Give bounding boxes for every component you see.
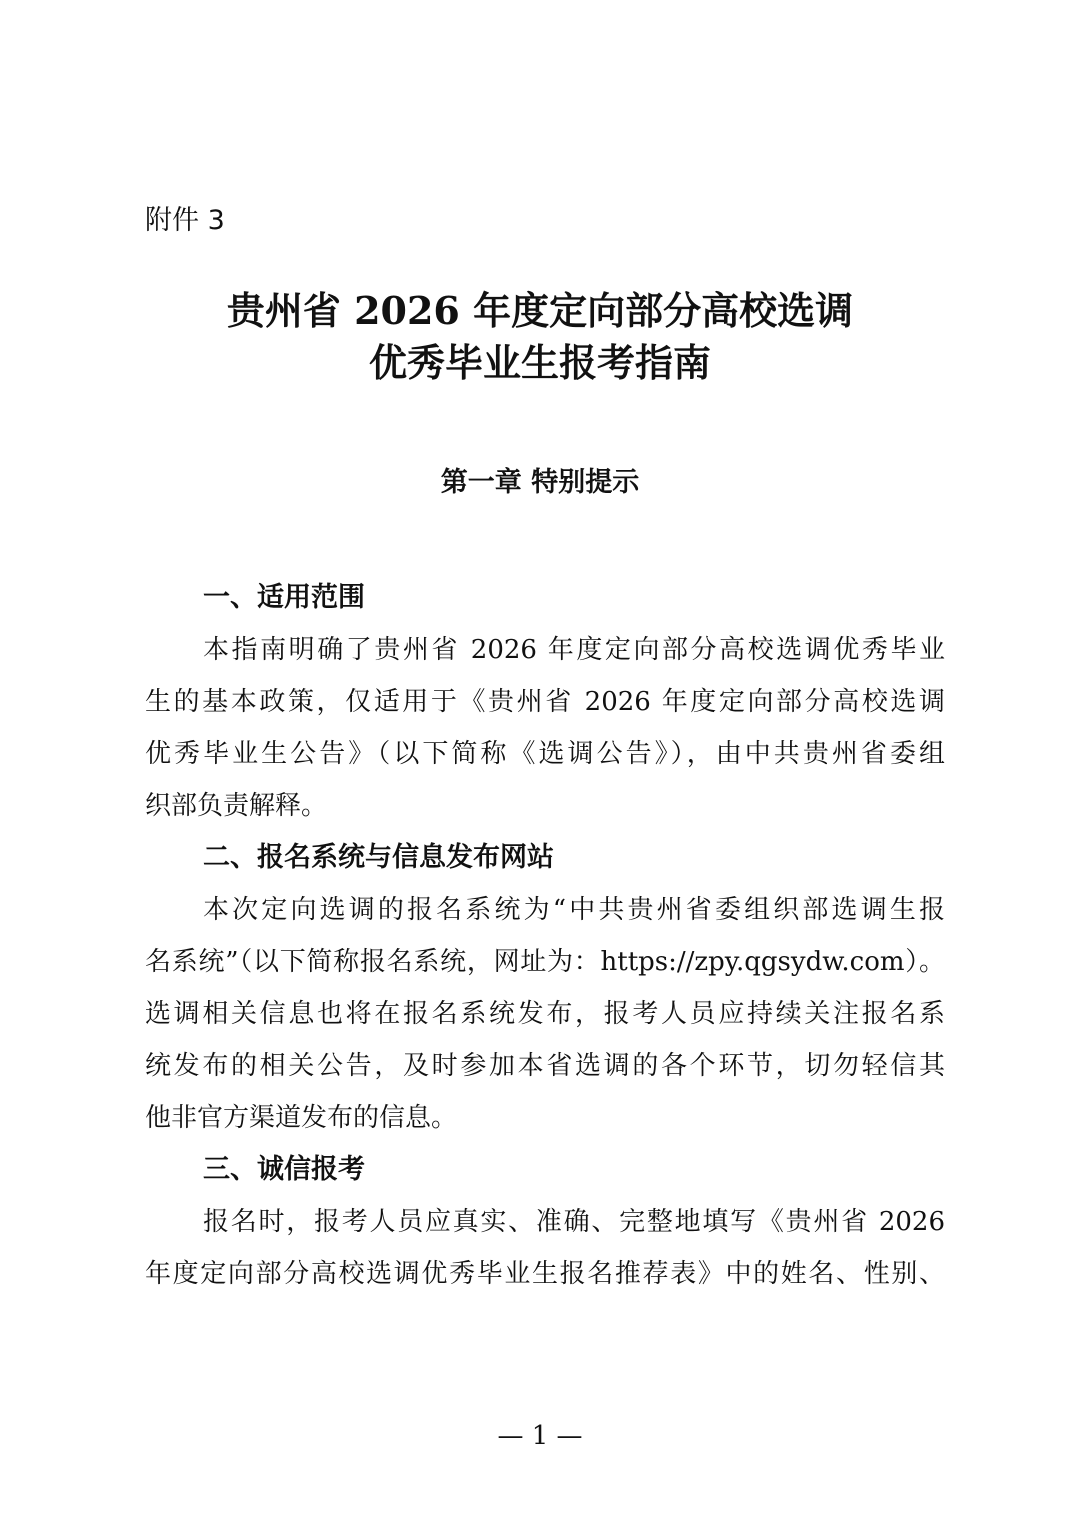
section-3-heading: 三、诚信报考 <box>203 1154 365 1185</box>
chapter-heading: 第一章 特别提示 <box>440 467 640 498</box>
section-1-line-4: 织部负责解释。 <box>145 791 328 821</box>
section-2-line-1: 本次定向选调的报名系统为“中共贵州省委组织部选调生报 <box>203 895 945 925</box>
section-1-line-2: 生的基本政策，仅适用于《贵州省 2026 年度定向部分高校选调 <box>145 687 945 717</box>
section-1-heading: 一、适用范围 <box>203 582 365 613</box>
section-3-line-2: 年度定向部分高校选调优秀毕业生报名推荐表》中的姓名、性别、 <box>145 1259 945 1289</box>
section-1-line-1: 本指南明确了贵州省 2026 年度定向部分高校选调优秀毕业 <box>203 635 945 665</box>
section-3-line-1: 报名时，报考人员应真实、准确、完整地填写《贵州省 2026 <box>203 1207 945 1237</box>
document-title-line-2: 优秀毕业生报考指南 <box>368 340 711 385</box>
section-2-line-4: 统发布的相关公告，及时参加本省选调的各个环节，切勿轻信其 <box>145 1051 945 1081</box>
page-number: — 1 — <box>497 1421 583 1451</box>
document-title-line-1: 贵州省 2026 年度定向部分高校选调 <box>226 288 854 333</box>
section-1-line-3: 优秀毕业生公告》（以下简称《选调公告》），由中共贵州省委组 <box>145 739 945 769</box>
section-2-heading: 二、报名系统与信息发布网站 <box>203 842 554 873</box>
section-2-line-2: 名系统”（以下简称报名系统，网址为：https://zpy.qgsydw.com）。 <box>145 947 945 977</box>
section-2-line-3: 选调相关信息也将在报名系统发布，报考人员应持续关注报名系 <box>145 999 945 1029</box>
section-2-line-5: 他非官方渠道发布的信息。 <box>145 1103 458 1133</box>
attachment-label: 附件 3 <box>145 205 225 236</box>
